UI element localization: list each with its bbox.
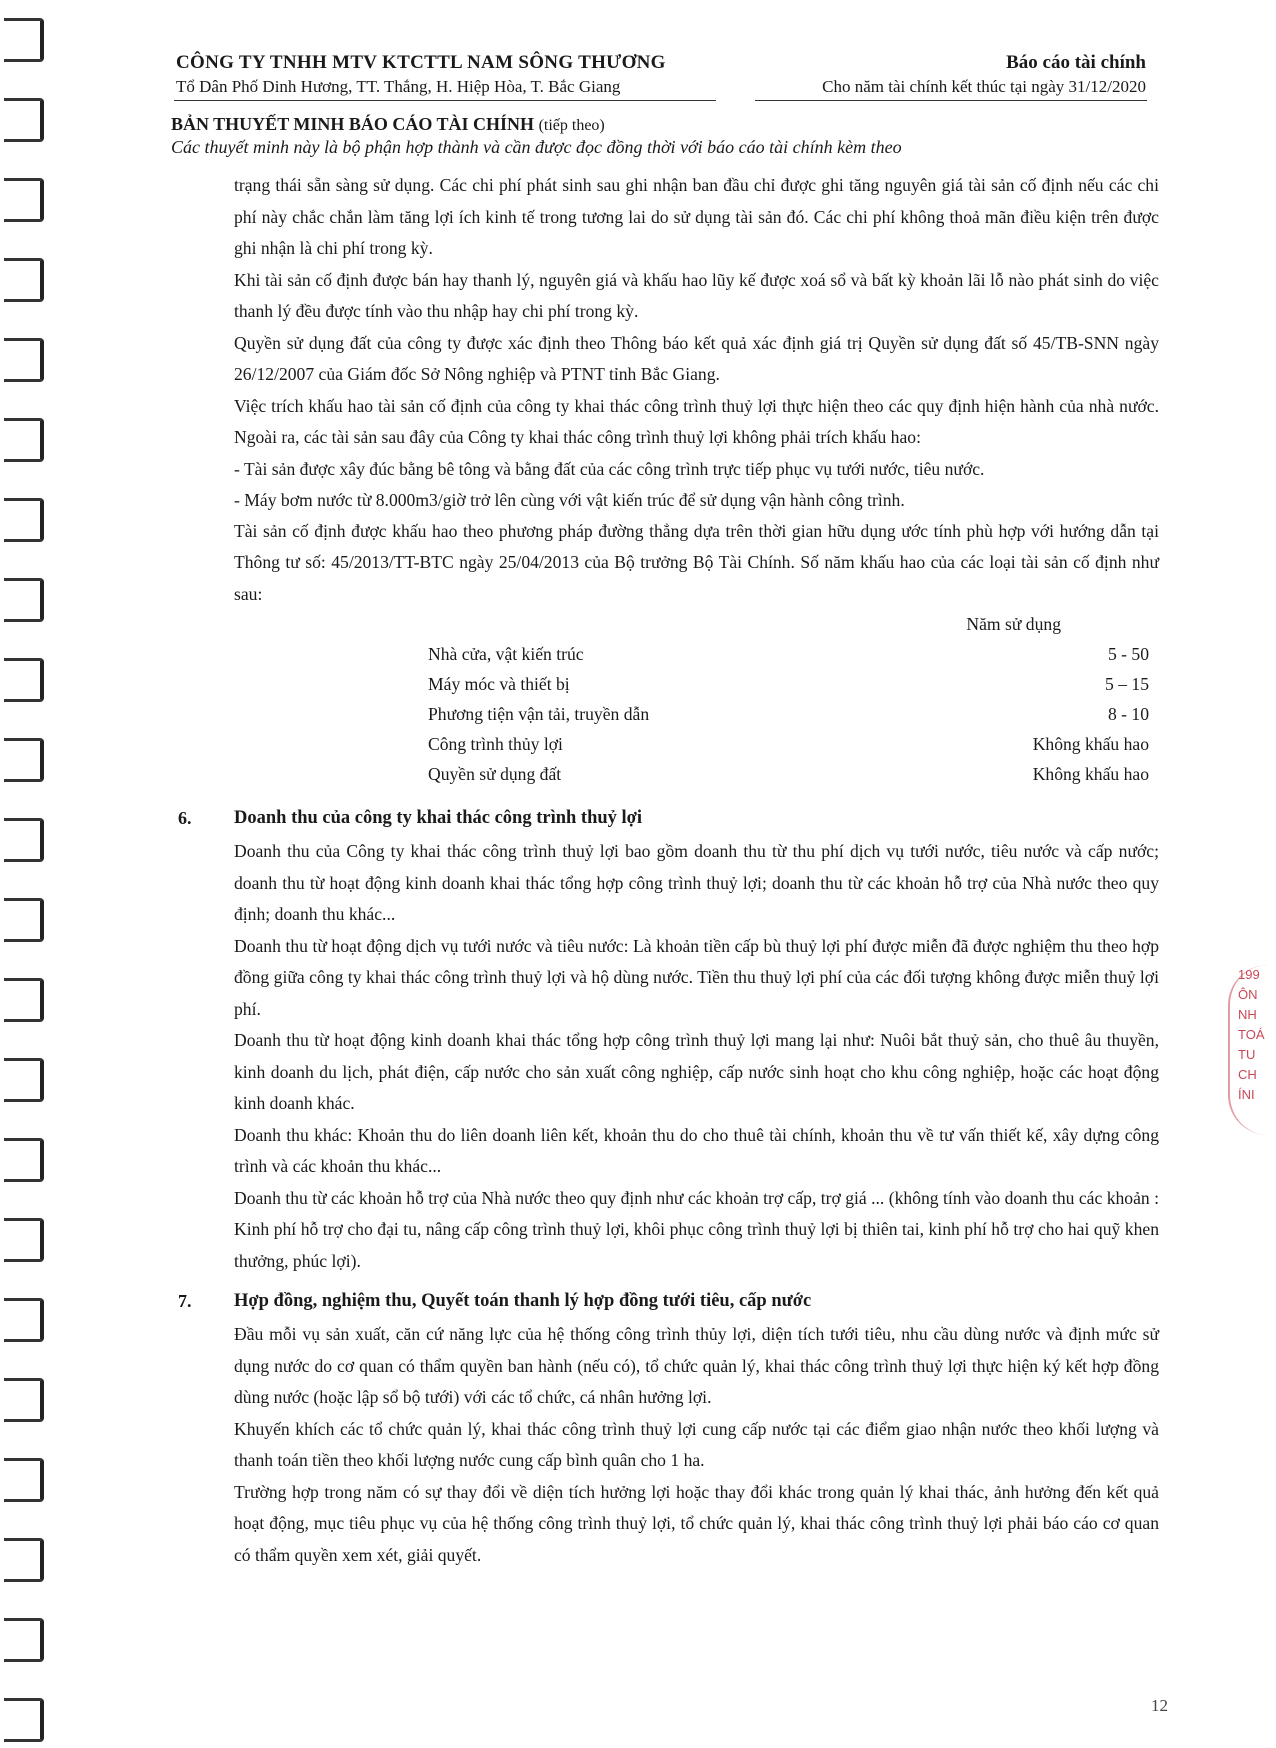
useful-life-row xyxy=(428,674,1155,704)
stamp-text: 199 xyxy=(1238,967,1260,982)
notes-title xyxy=(171,114,605,135)
header-rule-left xyxy=(174,100,716,101)
paragraph: Doanh thu từ các khoản hỗ trợ của Nhà nước theo quy định như các khoản trợ cấp, trợ giá ... (không tính vào doanh thu các khoản : Kinh phí hỗ trợ cho đại tu, nâng cấp công trình thuỷ lợi, khôi phục công trình thuỷ lợi bị thiên tai, kinh phí hỗ trợ cho hai quỹ khen thưởng, phúc lợi). xyxy=(234,1187,1159,1271)
section-number: 6. xyxy=(178,808,192,828)
company-address: Tổ Dân Phố Dinh Hương, TT. Thắng, H. Hiệp Hòa, T. Bắc Giang xyxy=(176,77,621,96)
asset-class: Nhà cửa, vật kiến trúc xyxy=(428,644,584,664)
section-6-heading xyxy=(178,800,1159,836)
stamp-text: CH xyxy=(1238,1067,1257,1082)
asset-class: Công trình thủy lợi xyxy=(428,734,563,754)
asset-class: Phương tiện vận tải, truyền dẫn xyxy=(428,704,650,724)
paragraph: Doanh thu của Công ty khai thác công trình thuỷ lợi bao gồm doanh thu từ thu phí dịch vụ tưới nước, tiêu nước và cấp nước; doanh thu từ hoạt động kinh doanh khai thác tổng hợp công trình thuỷ lợi; doanh thu từ các khoản hỗ trợ của Nhà nước theo quy định; doanh thu khác... xyxy=(234,841,1159,924)
company-name: CÔNG TY TNHH MTV KTCTTL NAM SÔNG THƯƠNG xyxy=(176,52,666,73)
section-number: 7. xyxy=(178,1291,192,1311)
useful-life-years: Không khấu hao xyxy=(1032,734,1149,754)
useful-life-row xyxy=(428,764,1155,794)
header-right xyxy=(822,52,1146,97)
notes-body xyxy=(178,170,1159,1571)
company-stamp xyxy=(1228,965,1276,1135)
section-7-heading xyxy=(178,1283,1159,1319)
paragraph: Khi tài sản cố định được bán hay thanh lý, nguyên giá và khấu hao lũy kế được xoá sổ và bất kỳ khoản lãi lỗ nào phát sinh do việc thanh lý đều được tính vào thu nhập hay chi phí trong kỳ. xyxy=(234,269,1159,321)
useful-life-years: Không khấu hao xyxy=(1032,764,1149,784)
useful-life-header: Năm sử dụng xyxy=(966,614,1061,634)
bullet-item: - Tài sản được xây đúc bằng bê tông và bằng đất của các công trình trực tiếp phục vụ tưới nước, tiêu nước. xyxy=(234,458,985,479)
useful-life-row xyxy=(428,644,1155,674)
paragraph: Doanh thu khác: Khoản thu do liên doanh liên kết, khoản thu do cho thuê tài chính, khoản thu về tư vấn thiết kế, xây dựng công trình và các khoản thu khác... xyxy=(234,1124,1159,1176)
header-rule-right xyxy=(755,100,1147,101)
section-title: Hợp đồng, nghiệm thu, Quyết toán thanh lý hợp đồng tưới tiêu, cấp nước xyxy=(234,1291,812,1311)
asset-class: Quyền sử dụng đất xyxy=(428,764,562,784)
useful-life-years: 5 – 15 xyxy=(1105,674,1149,694)
stamp-text: NH xyxy=(1238,1007,1257,1022)
useful-life-years: 8 - 10 xyxy=(1107,704,1149,724)
section-title: Doanh thu của công ty khai thác công trình thuỷ lợi xyxy=(234,808,643,828)
spiral-binding xyxy=(0,0,56,1748)
stamp-text: ÔN xyxy=(1238,987,1258,1002)
paragraph: Việc trích khấu hao tài sản cố định của công ty khai thác công trình thuỷ lợi thực hiện theo các quy định hiện hành của nhà nước. Ngoài ra, các tài sản sau đây của Công ty khai thác công trình thuỷ lợi không phải trích khấu hao: xyxy=(234,395,1159,447)
paragraph: Khuyến khích các tổ chức quản lý, khai thác công trình thuỷ lợi cung cấp nước tại các điểm giao nhận nước theo khối lượng và thanh toán tiền theo khối lượng nước cung cấp bình quân cho 1 ha. xyxy=(234,1418,1159,1470)
stamp-text: ÍNI xyxy=(1238,1087,1255,1102)
useful-life-years: 5 - 50 xyxy=(1107,644,1149,664)
useful-life-table xyxy=(234,614,1159,794)
bullet-item: - Máy bơm nước từ 8.000m3/giờ trở lên cùng với vật kiến trúc để sử dụng vận hành công trình. xyxy=(234,489,905,510)
reporting-period: Cho năm tài chính kết thúc tại ngày 31/12/2020 xyxy=(822,77,1146,96)
paragraph: trạng thái sẵn sàng sử dụng. Các chi phí phát sinh sau ghi nhận ban đầu chỉ được ghi tăng nguyên giá tài sản cố định nếu các chi phí này chắc chắn làm tăng lợi ích kinh tế trong tương lai do sử dụng tài sản đó. Các chi phí không thoả mãn điều kiện trên được ghi nhận là chi phí trong kỳ. xyxy=(234,175,1159,258)
paragraph: Trường hợp trong năm có sự thay đổi về diện tích hưởng lợi hoặc thay đổi khác trong quản lý khai thác, ảnh hưởng đến kết quả hoạt động, mục tiêu phục vụ của hệ thống công trình thuỷ lợi, tổ chức quản lý, khai thác công trình thuỷ lợi phải báo cáo cơ quan có thẩm quyền xem xét, giải quyết. xyxy=(234,1481,1159,1565)
useful-life-row xyxy=(428,704,1155,734)
useful-life-row xyxy=(428,734,1155,764)
stamp-text: TU xyxy=(1238,1047,1256,1062)
notes-subtitle: Các thuyết minh này là bộ phận hợp thành và cần được đọc đồng thời với báo cáo tài chính kèm theo xyxy=(171,137,902,157)
paragraph: Tài sản cố định được khấu hao theo phương pháp đường thẳng dựa trên thời gian hữu dụng ước tính phù hợp với hướng dẫn tại Thông tư số: 45/2013/TT-BTC ngày 25/04/2013 của Bộ trưởng Bộ Tài Chính. Số năm khấu hao của các loại tài sản cố định như sau: xyxy=(234,520,1159,604)
paragraph: Đầu mỗi vụ sản xuất, căn cứ năng lực của hệ thống công trình thủy lợi, diện tích tưới tiêu, nhu cầu dùng nước và định mức sử dụng nước do cơ quan có thẩm quyền ban hành (nếu có), tổ chức quản lý, khai thác công trình thuỷ lợi thực hiện ký kết hợp đồng dùng nước (hoặc lập sổ bộ tưới) với các tổ chức, cá nhân hưởng lợi. xyxy=(234,1324,1159,1407)
paragraph: Doanh thu từ hoạt động dịch vụ tưới nước và tiêu nước: Là khoản tiền cấp bù thuỷ lợi phí được miễn đã được nghiệm thu theo hợp đồng giữa công ty khai thác công trình thuỷ lợi và hộ dùng nước. Tiền thu thuỷ lợi phí của các đối tượng không được miễn thuỷ lợi phí. xyxy=(234,935,1159,1019)
header-left xyxy=(176,52,666,97)
page-number: 12 xyxy=(1151,1696,1168,1715)
document-type: Báo cáo tài chính xyxy=(1006,52,1146,73)
asset-class: Máy móc và thiết bị xyxy=(428,674,570,694)
notes-title-text: BẢN THUYẾT MINH BÁO CÁO TÀI CHÍNH xyxy=(171,114,535,134)
notes-title-suffix: (tiếp theo) xyxy=(538,117,605,134)
stamp-text: TOÁ xyxy=(1238,1027,1265,1042)
paragraph: Doanh thu từ hoạt động kinh doanh khai thác tổng hợp công trình thuỷ lợi mang lại như: Nuôi bắt thuỷ sản, cho thuê âu thuyền, kinh doanh du lịch, phát điện, cấp nước cho sản xuất công nghiệp, cấp nước sinh hoạt cho khu công nghiệp, hoặc các hoạt động kinh doanh khác. xyxy=(234,1030,1159,1113)
paragraph: Quyền sử dụng đất của công ty được xác định theo Thông báo kết quả xác định giá trị Quyền sử dụng đất số 45/TB-SNN ngày 26/12/2007 của Giám đốc Sở Nông nghiệp và PTNT tỉnh Bắc Giang. xyxy=(234,332,1159,384)
